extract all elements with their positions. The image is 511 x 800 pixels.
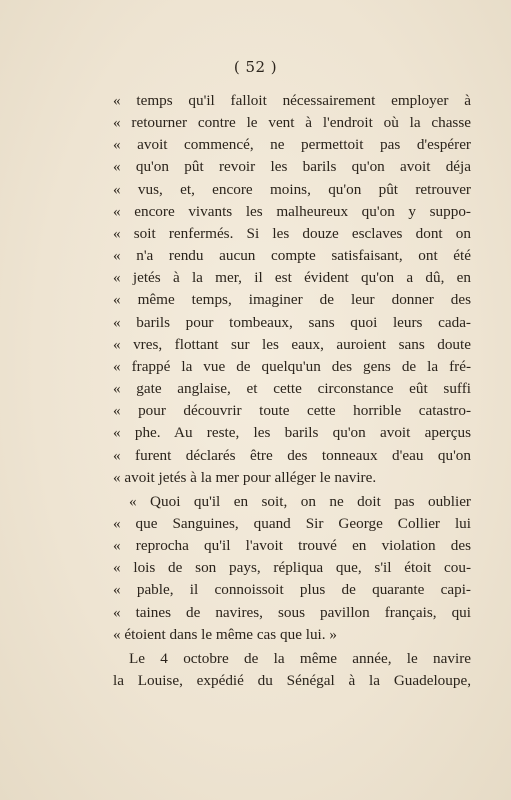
text-line: « pable, il connoissoit plus de quarante capi- xyxy=(113,581,471,599)
text-line: « même temps, imaginer de leur donner des xyxy=(113,291,471,309)
text-line: « soit renfermés. Si les douze esclaves dont on xyxy=(113,224,471,242)
text-line: « lois de son pays, répliqua que, s'il étoit cou- xyxy=(113,559,471,577)
text-line: « que Sanguines, quand Sir George Collier lui xyxy=(113,514,471,532)
text-line: « furent déclarés être des tonneaux d'eau qu'on xyxy=(113,446,471,464)
text-line: « encore vivants les malheureux qu'on y suppo- xyxy=(113,202,471,220)
text-line: « jetés à la mer, il est évident qu'on a dû, en xyxy=(113,269,471,287)
text-line: « qu'on pût revoir les barils qu'on avoit déja xyxy=(113,158,471,176)
text-line: « avoit commencé, ne permettoit pas d'espérer xyxy=(113,136,471,154)
text-line: « temps qu'il falloit nécessairement employer à xyxy=(113,92,471,109)
text-line: la Louise, expédié du Sénégal à la Guadeloupe, xyxy=(113,672,471,690)
text-line: « taines de navires, sous pavillon français, qui xyxy=(113,603,471,621)
text-line: « Quoi qu'il en soit, on ne doit pas oublier xyxy=(129,492,471,510)
text-line: « retourner contre le vent à l'endroit où la chasse xyxy=(113,114,471,132)
text-line: « pour découvrir toute cette horrible catastro- xyxy=(113,402,471,420)
text-line: « vus, et, encore moins, qu'on pût retrouver xyxy=(113,180,471,198)
text-line: « barils pour tombeaux, sans quoi leurs cada- xyxy=(113,313,471,331)
page-number: ( 52 ) xyxy=(233,58,278,76)
text-line: Le 4 octobre de la même année, le navire xyxy=(129,649,471,667)
body-text xyxy=(113,90,471,692)
text-line: « n'a rendu aucun compte satisfaisant, ont été xyxy=(113,247,471,265)
text-line: « reprocha qu'il l'avoit trouvé en violation des xyxy=(113,537,471,555)
text-line: « frappé la vue de quelqu'un des gens de la fré- xyxy=(113,357,471,375)
text-line: « avoit jetés à la mer pour alléger le navire. xyxy=(113,468,377,486)
text-line: « gate anglaise, et cette circonstance eût suffi xyxy=(113,380,471,398)
text-line: « vres, flottant sur les eaux, auroient sans doute xyxy=(113,335,471,353)
text-line: « étoient dans le même cas que lui. » xyxy=(113,625,337,643)
text-line: « phe. Au reste, les barils qu'on avoit aperçus xyxy=(113,424,471,442)
